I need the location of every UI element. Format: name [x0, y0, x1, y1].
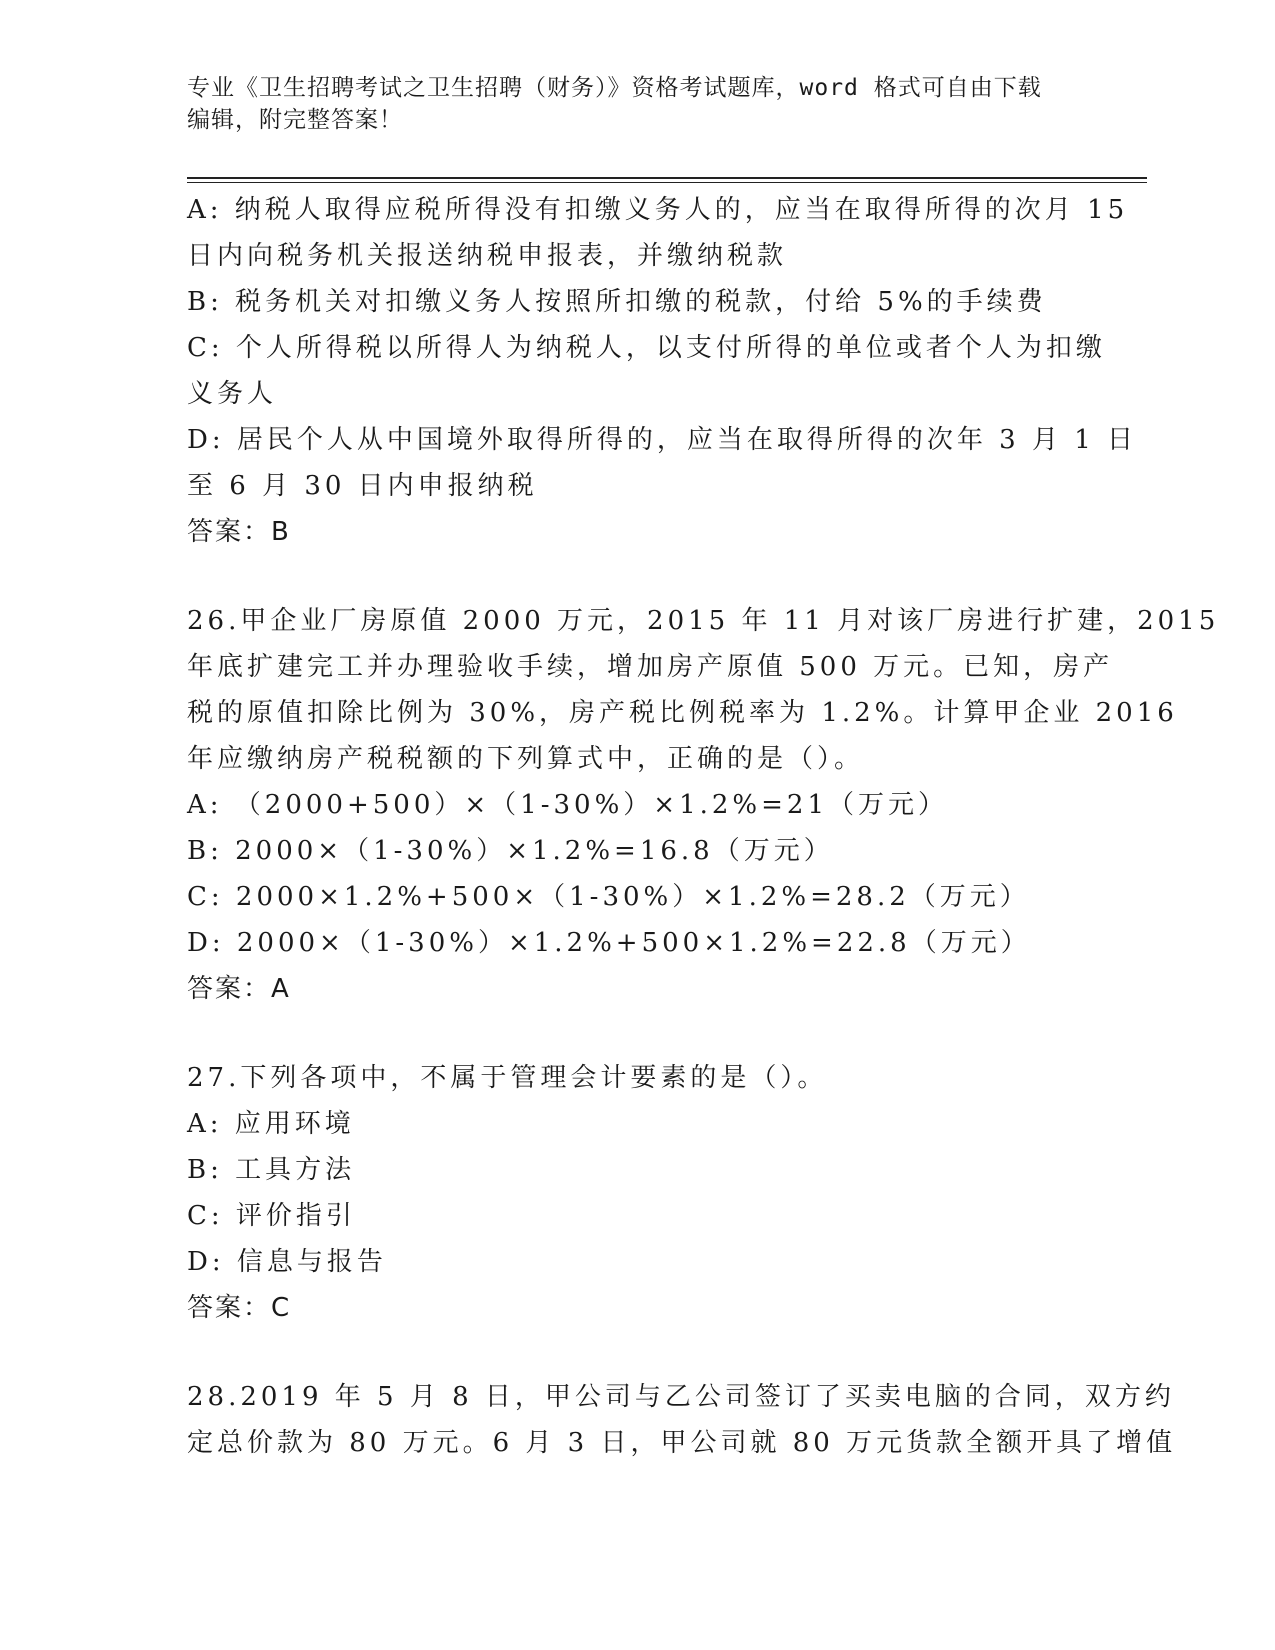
header-rule-thin: [187, 182, 1147, 183]
q26-stem-line-1: 26.甲企业厂房原值 2000 万元，2015 年 11 月对该厂房进行扩建，2015: [187, 606, 1220, 636]
q25-option-a-line-1: A: 纳税人取得应税所得没有扣缴义务人的，应当在取得所得的次月 15: [187, 195, 1129, 225]
spacer: [187, 1012, 1087, 1055]
q27-option-d: D: 信息与报告: [187, 1247, 387, 1277]
q27-stem: 27.下列各项中，不属于管理会计要素的是（）。: [187, 1063, 828, 1093]
q26-stem-line-3: 税的原值扣除比例为 30%，房产税比例税率为 1.2%。计算甲企业 2016: [187, 698, 1178, 728]
question-28: [187, 1374, 1177, 1466]
q25-option-c-line-2: 义务人: [187, 379, 278, 409]
q25-option-c-line-1: C: 个人所得税以所得人为纳税人，以支付所得的单位或者个人为扣缴: [187, 333, 1106, 363]
q26-option-b: B: 2000×（1-30%）×1.2%=16.8（万元）: [187, 836, 834, 866]
q25-option-d-line-2: 至 6 月 30 日内申报纳税: [187, 471, 538, 501]
question-27: [187, 1055, 1087, 1331]
q26-option-c: C: 2000×1.2%+500×（1-30%）×1.2%=28.2（万元）: [187, 882, 1030, 912]
q25-answer: 答案：B: [187, 517, 291, 547]
header-line-1: 专业《卫生招聘考试之卫生招聘（财务）》资格考试题库，word 格式可自由下载: [187, 75, 1042, 101]
q27-option-a: A: 应用环境: [187, 1109, 355, 1139]
header-rule-thick: [187, 177, 1147, 179]
q26-stem-line-2: 年底扩建完工并办理验收手续，增加房产原值 500 万元。已知，房产: [187, 652, 1114, 682]
q27-option-b: B: 工具方法: [187, 1155, 356, 1185]
question-content: [187, 187, 1220, 1466]
q26-stem-line-4: 年应缴纳房产税税额的下列算式中，正确的是（）。: [187, 744, 865, 774]
spacer: [187, 555, 1087, 598]
q28-stem-line-1: 28.2019 年 5 月 8 日，甲公司与乙公司签订了买卖电脑的合同，双方约: [187, 1382, 1175, 1412]
spacer: [187, 1331, 1087, 1374]
question-26: [187, 598, 1220, 1012]
question-25-options: [187, 187, 1138, 555]
q25-option-b: B: 税务机关对扣缴义务人按照所扣缴的税款，付给 5%的手续费: [187, 287, 1047, 317]
q25-option-a-line-2: 日内向税务机关报送纳税申报表，并缴纳税款: [187, 241, 788, 271]
q25-option-d-line-1: D: 居民个人从中国境外取得所得的，应当在取得所得的次年 3 月 1 日: [187, 425, 1138, 455]
q26-option-d: D: 2000×（1-30%）×1.2%+500×1.2%=22.8（万元）: [187, 928, 1031, 958]
q27-answer: 答案：C: [187, 1293, 292, 1323]
q26-option-a: A: （2000+500）×（1-30%）×1.2%=21（万元）: [187, 790, 948, 820]
document-header: [187, 72, 1087, 136]
header-line-2: 编辑，附完整答案！: [187, 107, 403, 133]
q26-answer: 答案：A: [187, 974, 291, 1004]
q27-option-c: C: 评价指引: [187, 1201, 356, 1231]
q28-stem-line-2: 定总价款为 80 万元。6 月 3 日，甲公司就 80 万元货款全额开具了增值: [187, 1428, 1177, 1458]
